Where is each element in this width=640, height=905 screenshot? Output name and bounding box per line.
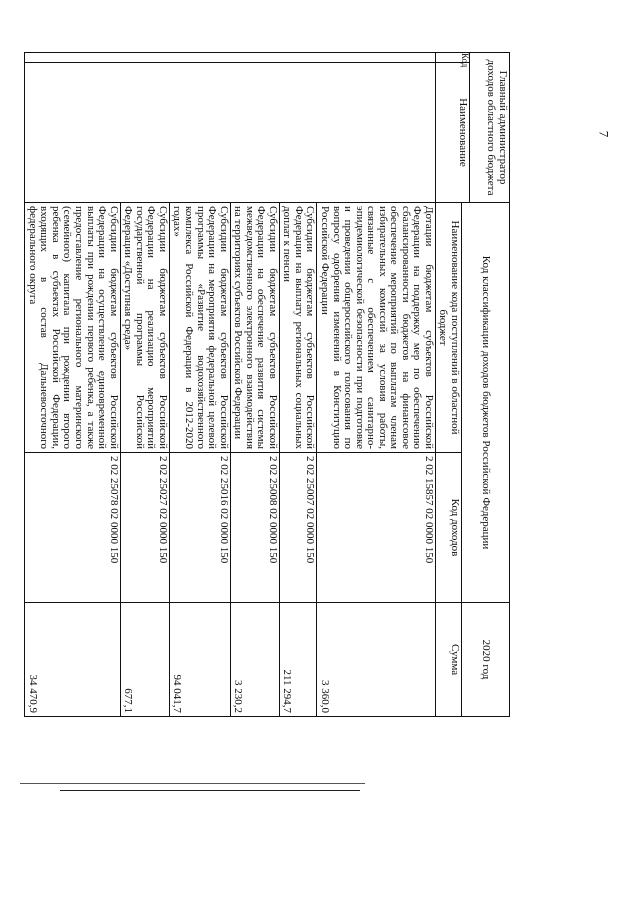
- row-code: 2 02 25016 02 0000 150: [169, 453, 230, 603]
- row-sum: 34 470,9: [25, 603, 120, 717]
- row-sum: 94 041,7: [169, 603, 230, 717]
- row-name: Субсидии бюджетам субъектов Российской Федерации на мероприятия федеральной целевой программы «Развитие водохозяйственного комплекса Российской Федерации в 2012-2020 годах»: [169, 203, 230, 453]
- row-sum: 3 230,2: [230, 603, 279, 717]
- row-code: 2 02 25078 02 0000 150: [25, 453, 120, 603]
- rotated-table-container: [26, 52, 510, 716]
- name-header: Наименование: [435, 63, 469, 203]
- code-header: Код: [435, 53, 469, 63]
- income-code-header: Код доходов: [435, 453, 461, 603]
- blank-code-cell: [25, 53, 436, 63]
- row-sum: 677,1: [120, 603, 169, 717]
- row-name: Субсидии бюджетам субъектов Российской Федерации на осуществление единовременной выплаты при рождении первого ребенка, а также предоставление регионального материнского (семейного) капитала при рождении второго ребенка в субъектах Российской Федерации, входящих в состав Дальневосточного федерального округа: [25, 203, 120, 453]
- row-name: Дотации бюджетам субъектов Российской Федерации на поддержку мер по обеспечению сбалансированности бюджетов на финансовое обеспечение мероприятий по выплатам членам избирательных комиссий за условия работы, связанные с обеспечением санитарно-эпидемиологической безопасности при подготовке и проведении общероссийского голосования по вопросу одобрения изменений в Конституцию Российской Федерации: [317, 203, 435, 453]
- year-header: 2020 год: [462, 603, 510, 717]
- row-sum: 211 294,7: [279, 603, 317, 717]
- divider-line: [20, 783, 365, 784]
- table-row: [317, 53, 435, 717]
- receipt-name-header: Наименование кода поступлений в областной бюджет: [435, 203, 461, 453]
- row-code: 2 02 25027 02 0000 150: [120, 453, 169, 603]
- row-code: 2 02 15857 02 0000 150: [317, 453, 435, 603]
- row-name: Субсидии бюджетам субъектов Российской Федерации на выплату региональных социальных доплат к пенсии: [279, 203, 317, 453]
- row-code: 2 02 25008 02 0000 150: [230, 453, 279, 603]
- revenue-table: [24, 52, 510, 717]
- row-name: Субсидии бюджетам субъектов Российской Федерации на обеспечение развития системы межведомственного электронного взаимодействия на территориях субъектов Российской Федерации: [230, 203, 279, 453]
- admin-group-header: Главный администратор доходов областного бюджета: [470, 53, 510, 203]
- blank-name-cell: [25, 63, 436, 203]
- sum-header: Сумма: [435, 603, 461, 717]
- row-name: Субсидии бюджетам субъектов Российской Федерации на реализацию мероприятий государственной программы Российской Федерации «Доступная среда»: [120, 203, 169, 453]
- classification-header: Код классификации доходов бюджетов Российской Федерации: [462, 203, 510, 603]
- divider-line: [60, 790, 360, 791]
- row-sum: 3 360,0: [317, 603, 435, 717]
- row-code: 2 02 25007 02 0000 150: [279, 453, 317, 603]
- page-number: 7: [596, 130, 612, 138]
